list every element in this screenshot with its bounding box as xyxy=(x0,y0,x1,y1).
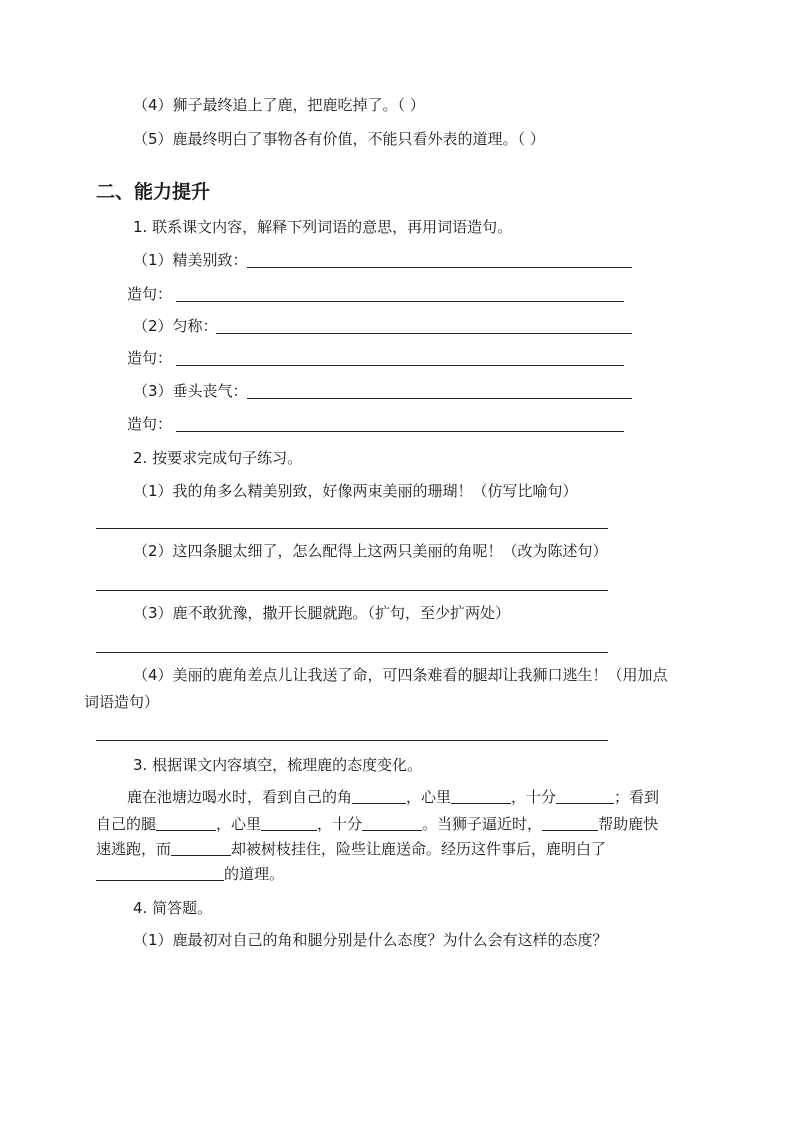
q2-sentence-4-cont: 词语造句） xyxy=(84,693,160,711)
answer-line[interactable] xyxy=(176,301,624,302)
q2-prompt: 2. 按要求完成句子练习。 xyxy=(133,449,303,467)
answer-line[interactable] xyxy=(216,333,632,334)
q2-sentence-1: （1）我的角多么精美别致，好像两束美丽的珊瑚！（仿写比喻句） xyxy=(133,482,578,500)
q1-word-3: （3）垂头丧气： xyxy=(133,382,248,400)
answer-line[interactable] xyxy=(96,652,608,653)
answer-line[interactable] xyxy=(96,528,608,529)
q2-sentence-4: （4）美丽的鹿角差点儿让我送了命，可四条难看的腿却让我狮口逃生！（用加点 xyxy=(133,666,668,684)
q3-paragraph-line-4: 的道理。 xyxy=(96,864,284,884)
fill-blank[interactable] xyxy=(556,789,614,804)
sentence-label: 造句： xyxy=(127,285,173,303)
answer-line[interactable] xyxy=(247,398,632,399)
sentence-label: 造句： xyxy=(127,415,173,433)
q4-sentence-1: （1）鹿最初对自己的角和腿分别是什么态度？为什么会有这样的态度？ xyxy=(133,931,608,949)
section-heading: 二、能力提升 xyxy=(96,181,211,203)
answer-line[interactable] xyxy=(96,740,608,741)
fill-blank[interactable] xyxy=(261,816,317,831)
fill-blank[interactable] xyxy=(362,816,422,831)
q3-prompt: 3. 根据课文内容填空，梳理鹿的态度变化。 xyxy=(133,756,423,774)
q1-word-1: （1）精美别致： xyxy=(133,251,248,269)
q2-sentence-2: （2）这四条腿太细了，怎么配得上这两只美丽的角呢！（改为陈述句） xyxy=(133,542,608,560)
fill-blank[interactable] xyxy=(451,789,511,804)
sentence-label: 造句： xyxy=(127,349,173,367)
q4-prompt: 4. 简答题。 xyxy=(133,899,213,917)
fill-blank[interactable] xyxy=(156,816,216,831)
answer-line[interactable] xyxy=(176,431,624,432)
true-false-item-4: （4）狮子最终追上了鹿，把鹿吃掉了。（ ） xyxy=(133,96,425,114)
fill-blank[interactable] xyxy=(96,866,224,881)
q3-paragraph-line-1: 鹿在池塘边喝水时，看到自己的角 ，心里 ，十分 ；看到 xyxy=(127,788,660,806)
fill-blank[interactable] xyxy=(542,816,598,831)
q3-paragraph-line-2: 自己的腿 ，心里 ，十分 。当狮子逼近时， 帮助鹿快 xyxy=(96,815,659,833)
fill-blank[interactable] xyxy=(171,841,231,856)
answer-line[interactable] xyxy=(176,365,624,366)
q1-prompt: 1. 联系课文内容，解释下列词语的意思，再用词语造句。 xyxy=(133,218,513,236)
true-false-item-5: （5）鹿最终明白了事物各有价值，不能只看外表的道理。（ ） xyxy=(133,130,545,148)
q2-sentence-3: （3）鹿不敢犹豫，撒开长腿就跑。（扩句，至少扩两处） xyxy=(133,604,511,622)
q1-word-2: （2）匀称： xyxy=(133,317,218,335)
q3-paragraph-line-3: 速逃跑，而 却被树枝挂住，险些让鹿送命。经历这件事后，鹿明白了 xyxy=(96,840,607,858)
fill-blank[interactable] xyxy=(352,789,406,804)
answer-line[interactable] xyxy=(247,267,632,268)
answer-line[interactable] xyxy=(96,590,608,591)
